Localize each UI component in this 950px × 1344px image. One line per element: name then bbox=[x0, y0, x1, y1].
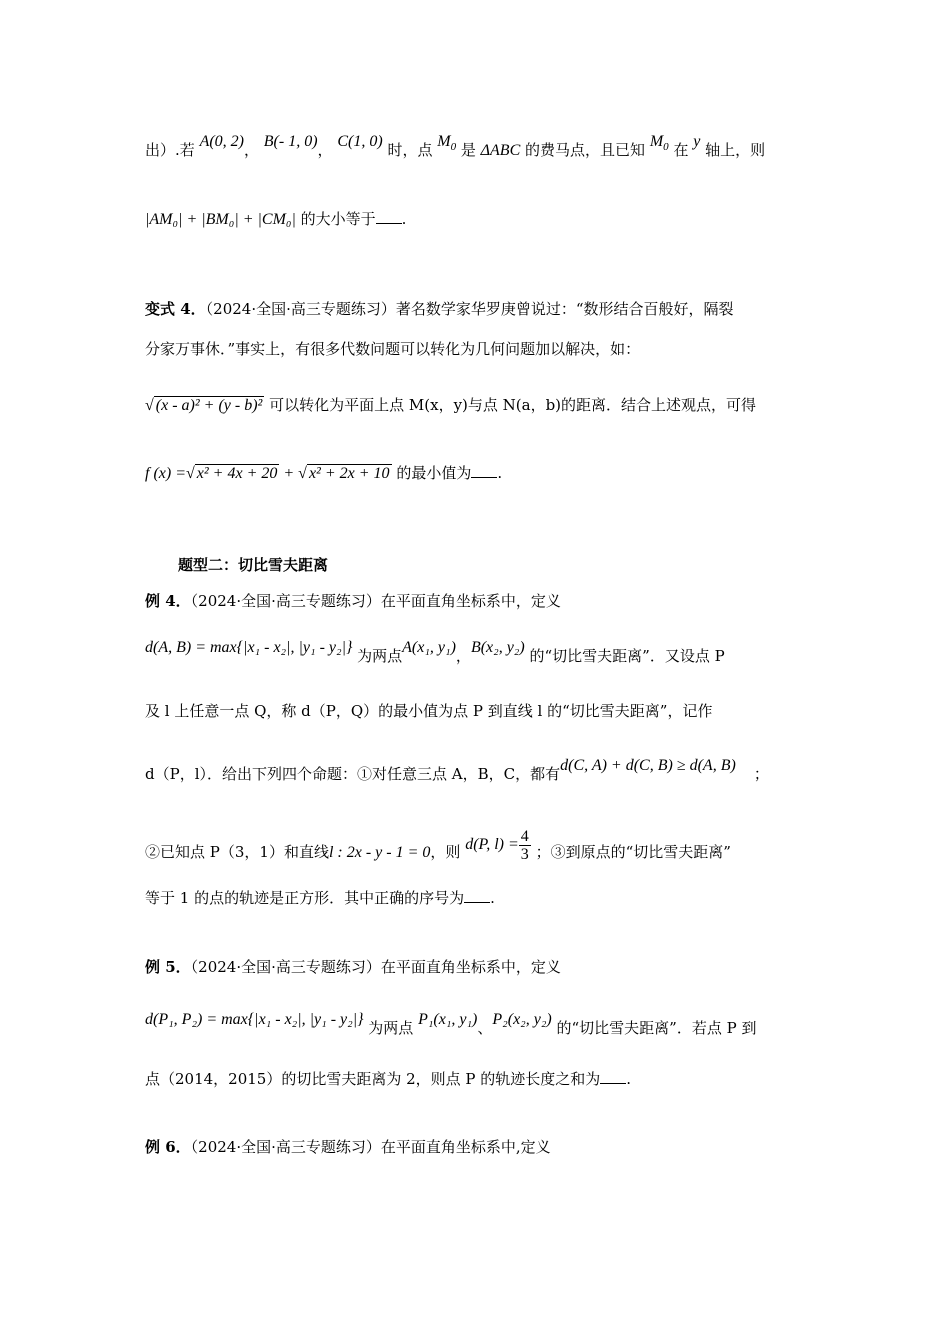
variant-4-line-2 bbox=[145, 338, 640, 360]
example-4-label: 例 4． bbox=[145, 592, 191, 610]
text: 等于 1 的点的轨迹是正方形．其中正确的序号为 bbox=[145, 889, 465, 907]
example-5-line-3: 点（2014，2015）的切比雪夫距离为 2，则点 P 的轨迹长度之和为 . bbox=[145, 1070, 632, 1088]
text: （2024·全国·高三专题练习）在平面直角坐标系中,定义 bbox=[190, 1138, 551, 1156]
text: ②已知点 P（3，1）和直线 bbox=[145, 843, 329, 862]
example-5-label: 例 5． bbox=[145, 958, 191, 976]
example-4-line-5: ②已知点 P（3，1）和直线l : 2x - y - 1 = 0，则 d(P, l) = $\frac{4}{3}$ ；③到原点的“切比雪夫距离” bbox=[145, 828, 731, 863]
function-expression: f (x) =√ x² + 4x + 20 + √ x² + 2x + 10 bbox=[145, 465, 390, 482]
answer-blank bbox=[600, 1069, 626, 1084]
point-p1-coords: P₁(x₁, y₁) bbox=[418, 1011, 478, 1028]
example-6-line-1 bbox=[145, 1136, 551, 1158]
text: 分家万事休．”事实上，有很多代数问题可以转化为几何问题加以解决，如： bbox=[145, 340, 641, 358]
text: 及 l 上任意一点 Q，称 d（P，Q）的最小值为点 P 到直线 l 的“切比雪夫距离”，记作 bbox=[145, 702, 713, 720]
text: 的“切比雪夫距离”．又设点 P bbox=[529, 647, 725, 665]
example-5-line-2: d(P₁, P₂) = max{|x₁ - x₂|, |y₁ - y₂|} 为两点 P₁(x₁, y₁)、P₂(x₂, y₂) 的“切比雪夫距离”．若点 P 到 bbox=[145, 1011, 757, 1037]
chebyshev-definition-2: d(P₁, P₂) = max{|x₁ - x₂|, |y₁ - y₂|} bbox=[145, 1011, 364, 1028]
variant-4-label: 变式 4． bbox=[145, 300, 206, 318]
text: （2024·全国·高三专题练习）在平面直角坐标系中，定义 bbox=[190, 592, 561, 610]
text: 点（2014，2015）的切比雪夫距离为 2，则点 P 的轨迹长度之和为 bbox=[145, 1070, 601, 1088]
chebyshev-definition: d(A, B) = max{|x₁ - x₂|, |y₁ - y₂|} bbox=[145, 639, 353, 656]
problem-line-1: 出）.若 A(0, 2)， B(- 1, 0)， C(1, 0) 时，点 $M_0$ 是 ΔABC 的费马点，且已知 $M_0$ 在 y 轴上，则 bbox=[145, 133, 766, 159]
example-4-line-3 bbox=[145, 700, 712, 722]
text: （2024·全国·高三专题练习）著名数学家华罗庚曾说过：“数形结合百般好，隔裂 bbox=[205, 300, 734, 318]
line-equation: l : 2x - y - 1 = 0 bbox=[328, 844, 431, 862]
answer-blank bbox=[471, 463, 497, 478]
text: 出）.若 bbox=[145, 141, 195, 159]
point-a-coords: A(x₁, y₁) bbox=[402, 639, 456, 656]
text: （2024·全国·高三专题练习）在平面直角坐标系中，定义 bbox=[190, 958, 561, 976]
m0-symbol-2: $M_0$ bbox=[649, 133, 669, 154]
example-4-line-6: 等于 1 的点的轨迹是正方形．其中正确的序号为 . bbox=[145, 889, 495, 907]
text: 是 bbox=[460, 141, 476, 159]
example-4-line-4: d（P，l）．给出下列四个命题：①对任意三点 A，B，C，都有d(C, A) + d(C, B) ≥ d(A, B) ； bbox=[145, 757, 769, 783]
point-c: C(1, 0) bbox=[337, 133, 383, 150]
answer-blank bbox=[464, 888, 490, 903]
point-a: A(0, 2) bbox=[199, 133, 244, 150]
distance-sum-expr: |AM₀| + |BM₀| + |CM₀| bbox=[145, 211, 296, 228]
problem-line-2: |AM₀| + |BM₀| + |CM₀| 的大小等于 . bbox=[145, 210, 407, 228]
example-6-label: 例 6． bbox=[145, 1138, 191, 1156]
text: 在 bbox=[673, 141, 689, 159]
section-title: 题型二：切比雪夫距离 bbox=[178, 556, 329, 574]
variant-4-line-4: f (x) =√ x² + 4x + 20 + √ x² + 2x + 10 的最小值为 . bbox=[145, 464, 503, 482]
text: 轴上，则 bbox=[705, 141, 766, 159]
text: 为两点 bbox=[368, 1019, 414, 1037]
text: 的大小等于 bbox=[300, 210, 376, 228]
text: 为两点 bbox=[357, 647, 403, 665]
distance-p-l: d(P, l) = $\frac{4}{3}$ bbox=[465, 828, 529, 863]
text: d（P，l）．给出下列四个命题：①对任意三点 A，B，C，都有 bbox=[145, 765, 561, 783]
sqrt-expression: √ (x - a)² + (y - b)² bbox=[145, 397, 263, 414]
point-p2-coords: P₂(x₂, y₂) bbox=[492, 1011, 552, 1028]
triangle-abc: ΔABC bbox=[480, 142, 521, 159]
text: 的“切比雪夫距离”．若点 P 到 bbox=[556, 1019, 757, 1037]
text: 时，点 bbox=[387, 141, 433, 159]
text: 的最小值为 bbox=[396, 464, 472, 482]
point-b: B(- 1, 0) bbox=[263, 133, 318, 150]
variant-4-line-3 bbox=[145, 394, 756, 417]
text: 可以转化为平面上点 M(x，y)与点 N(a，b)的距离．结合上述观点，可得 bbox=[269, 396, 757, 414]
example-4-line-2: d(A, B) = max{|x₁ - x₂|, |y₁ - y₂|} 为两点A(x₁, y₁)，B(x₂, y₂) 的“切比雪夫距离”．又设点 P bbox=[145, 639, 725, 665]
triangle-inequality: d(C, A) + d(C, B) ≥ d(A, B) bbox=[560, 757, 736, 774]
m0-symbol: $M_0$ bbox=[437, 133, 457, 154]
answer-blank bbox=[376, 209, 402, 224]
text: ；③到原点的“切比雪夫距离” bbox=[535, 843, 731, 862]
point-b-coords: B(x₂, y₂) bbox=[470, 639, 525, 656]
example-5-line-1 bbox=[145, 956, 561, 978]
y-symbol: y bbox=[693, 133, 701, 150]
variant-4-line-1 bbox=[145, 298, 734, 320]
example-4-line-1 bbox=[145, 590, 561, 612]
text: 的费马点，且已知 bbox=[525, 141, 646, 159]
